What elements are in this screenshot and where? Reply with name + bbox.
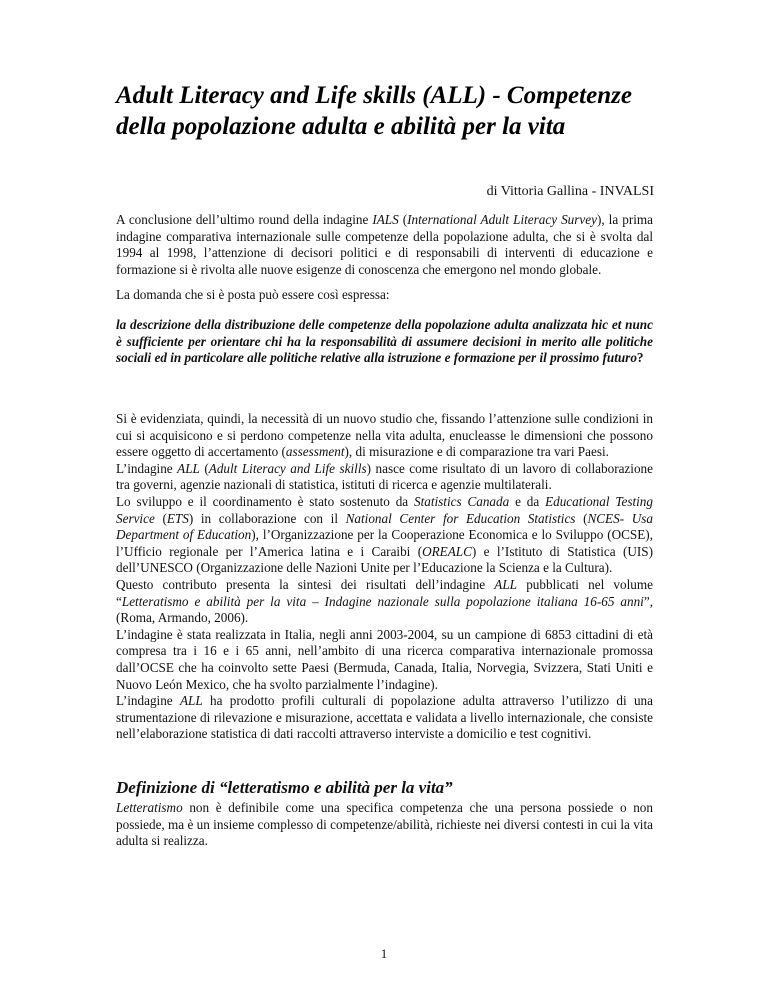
text-run: L’indagine (116, 693, 180, 709)
text-run: ( (154, 510, 167, 526)
text-run: non è definibile come una specifica competenza che una persona possiede o non possiede, ma è un insieme complesso di competenze/abilità, richieste nei diversi contesti in cui la vita adulta si realizza. (116, 800, 653, 849)
text-run: ( (398, 212, 408, 227)
text-run: Questo contributo presenta la sintesi dei risultati dell’indagine (116, 576, 495, 592)
text-run: Si è evidenziata, quindi, la necessità di un nuovo studio che, fissando l’attenzione sulle condizioni in cui si acquisicono e si perdono competenze nella vita adulta, enucleasse le dimensioni che possono essere oggetto di accertamento ( (116, 411, 653, 460)
text-run: ), l’Organizzazione per la Cooperazione Economica e lo Sviluppo (OCSE), l’Ufficio regionale per l’America latina e i Caraibi ( (116, 527, 653, 559)
author-byline: di Vittoria Gallina - INVALSI (486, 184, 654, 199)
text-run: Lo sviluppo e il coordinamento è stato sostenuto da (116, 493, 414, 509)
text-run: NCES- Usa Department of Education (116, 510, 653, 543)
definition-paragraph (116, 800, 653, 850)
text-run: National Center for Education Statistics (345, 510, 576, 526)
text-run: ), la prima indagine comparativa internazionale sulle competenze della popolazione adulta, che si è svolta dal 1994 al 1998, l’attenzione di decisori politici e di responsabili di interventi di educazione e formazione si è rivolta alle nuove esigenze di conoscenza che emergono nel mondo globale. (116, 212, 653, 277)
text-run: Statistics Canada (413, 493, 510, 509)
text-run: ) e l’Istituto di Statistica (UIS) dell’UNESCO (Organizzazione delle Nazioni Unite per l’Educazione la Scienza e la Cultura). (116, 543, 653, 576)
question-mark: ? (636, 350, 644, 366)
text-run: ), di misurazione e di comparazione tra vari Paesi. (344, 444, 609, 460)
text-run: Adult Literacy and Life skills (208, 460, 367, 476)
document-title: Adult Literacy and Life skills (ALL) - Competenze della popolazione adulta e abilità per la vita (116, 82, 632, 140)
text-run: OREALC (422, 543, 472, 559)
text-run: e da (509, 493, 546, 509)
text-run: IALS (372, 212, 399, 227)
text-run: L’indagine (116, 460, 178, 476)
text-run: A conclusione dell’ultimo round della indagine (116, 212, 373, 227)
text-run: ) in collaborazione con il (188, 510, 346, 526)
question-intro-paragraph: La domanda che si è posta può essere così espressa: (116, 287, 390, 302)
text-run: ALL (494, 576, 517, 592)
text-run: ETS (166, 510, 189, 526)
text-run: ALL (179, 693, 203, 709)
text-run: assessment (285, 444, 345, 460)
study-description-paragraph (116, 411, 653, 743)
text-run: pubblicati nel volume “ (116, 576, 653, 609)
text-run: ha prodotto profili culturali di popolazione adulta attraverso l’utilizzo di una strumentazione di rilevazione e misurazione, accettata e validata a livello internazionale, che consiste nell’elaborazione statistica di dati raccolti attraverso interviste a domicilio e test cognitivi. (116, 693, 653, 742)
research-question (116, 317, 653, 367)
section-heading: Definizione di “letteratismo e abilità per la vita” (116, 778, 453, 797)
text-run: ( (575, 510, 588, 526)
text-run: Letteratismo e abilità per la vita – Indagine nazionale sulla popolazione italiana 16-65 anni (121, 593, 644, 609)
text-run: Educational Testing Service (116, 493, 653, 526)
text-run: ) nasce come risultato di un lavoro di collaborazione tra governi, agenzie nazionali di statistica, istituti di ricerca e agenzie multilaterali. (116, 460, 653, 493)
text-run: ”, (Roma, Armando, 2006). (116, 593, 653, 626)
text-run: ( (199, 460, 209, 476)
text-run: ALL (177, 460, 200, 476)
text-run: L’indagine è stata realizzata in Italia, negli anni 2003-2004, su un campione di 6853 cittadini di età compresa tra i 16 e i 65 anni, nell’ambito di una ricerca comparativa internazionale promossa dall’OCSE che ha coinvolto sette Paesi (Bermuda, Canada, Italia, Norvegia, Svizzera, Stati Uniti e Nuovo León Mexico, che ha svolto parzialmente l’indagine). (116, 626, 653, 692)
text-run: Letteratismo (116, 800, 183, 815)
intro-paragraph (116, 212, 653, 278)
page-number: 1 (380, 946, 388, 961)
text-run: International Adult Literacy Survey (407, 212, 597, 227)
text-run: la descrizione della distribuzione delle competenze della popolazione adulta analizzata hic et nunc è sufficiente per orientare chi ha la responsabilità di assumere decisioni in merito alle politiche sociali ed in particolare alle politiche relative alla istruzione e formazione per il prossimo futuro (116, 317, 653, 366)
